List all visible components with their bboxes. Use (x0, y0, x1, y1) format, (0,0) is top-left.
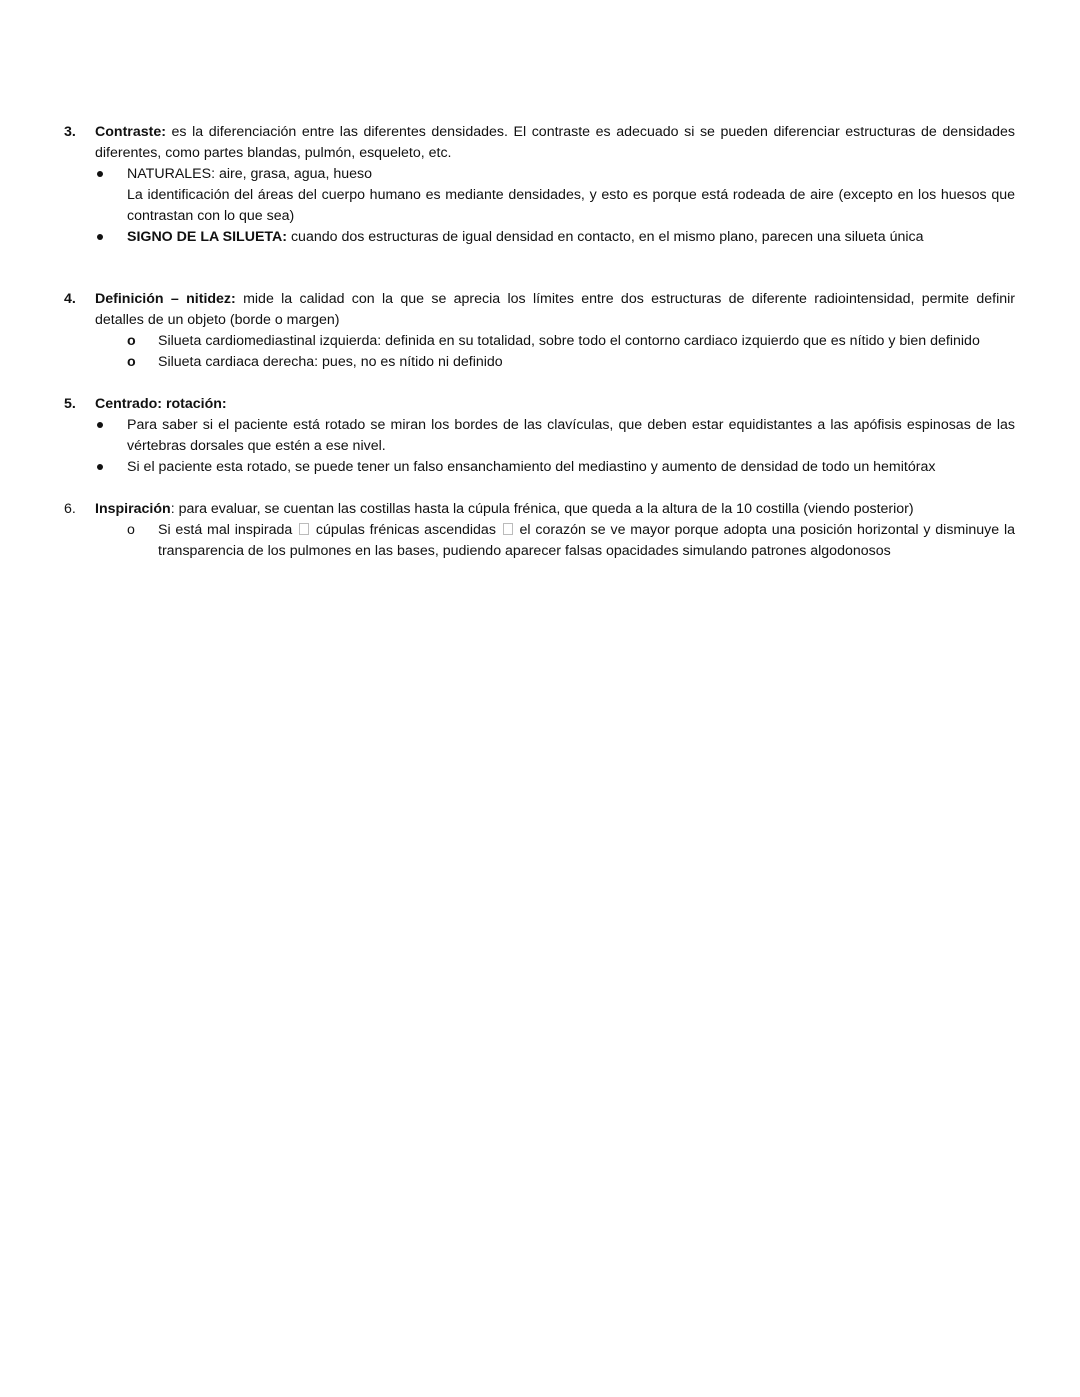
section-title: Centrado: rotación: (95, 396, 227, 412)
section-title: Contraste: (95, 124, 166, 140)
section-text: mide la calidad con la que se aprecia los límites entre dos estructuras de diferente radiointensidad, permite definir (235, 291, 1016, 307)
section-number: 4. (64, 291, 76, 307)
bullet-text: Silueta cardiaca derecha: pues, no es nítido ni definido (158, 354, 503, 370)
bullet-icon (97, 171, 103, 177)
bullet-icon (97, 464, 103, 470)
bullet-text-segment: Si está mal inspirada (158, 522, 298, 538)
section-number: 3. (64, 124, 76, 140)
section-paragraph-line (95, 289, 1015, 310)
arrow-placeholder-icon (299, 523, 309, 535)
section-paragraph-line (95, 122, 1015, 143)
bullet-text: Para saber si el paciente está rotado se miran los bordes de las clavículas, que deben estar equidistantes a las apófisis espinosas de las (127, 417, 1015, 433)
section-title: Definición – nitidez: (95, 291, 236, 307)
section-number: 6. (64, 501, 76, 517)
bullet-icon (97, 234, 103, 240)
section-paragraph-line (95, 499, 914, 520)
arrow-placeholder-icon (503, 523, 513, 535)
section-number: 5. (64, 396, 76, 412)
bullet-text: transparencia de los pulmones en las bases, pudiendo aparecer falsas opacidades simulando patrones algodonosos (158, 543, 891, 559)
bullet-text: contrastan con lo que sea) (127, 208, 295, 224)
circle-bullet-icon: o (127, 522, 135, 538)
bullet-body: cuando dos estructuras de igual densidad en contacto, en el mismo plano, parecen una silueta única (287, 229, 924, 245)
bullet-text: NATURALES: aire, grasa, agua, hueso (127, 166, 372, 182)
bullet-icon (97, 422, 103, 428)
bullet-title: SIGNO DE LA SILUETA: (127, 229, 288, 245)
section-paragraph-line: detalles de un objeto (borde o margen) (95, 312, 340, 328)
section-paragraph-line: diferentes, como partes blandas, pulmón, esqueleto, etc. (95, 145, 452, 161)
section-title: Inspiración (95, 501, 171, 517)
bullet-text: Silueta cardiomediastinal izquierda: definida en su totalidad, sobre todo el contorno cardiaco izquierdo que es nítido y bien definido (158, 333, 980, 349)
bullet-text-segment: el corazón se ve mayor porque adopta una posición horizontal y disminuye la (514, 522, 1016, 538)
circle-bullet-icon: o (127, 354, 136, 370)
section-text: : para evaluar, se cuentan las costillas hasta la cúpula frénica, que queda a la altura de la 10 costilla (viendo posterior) (170, 501, 914, 517)
circle-bullet-icon: o (127, 333, 136, 349)
bullet-text: vértebras dorsales que estén a ese nivel. (127, 438, 386, 454)
bullet-text (158, 520, 1015, 541)
bullet-text: La identificación del áreas del cuerpo humano es mediante densidades, y esto es porque está rodeada de aire (excepto en los huesos que (127, 187, 1015, 203)
bullet-text: Si el paciente esta rotado, se puede tener un falso ensanchamiento del mediastino y aumento de densidad de todo un hemitórax (127, 459, 936, 475)
section-text: es la diferenciación entre las diferentes densidades. El contraste es adecuado si se pueden diferenciar estructuras de densidades (165, 124, 1015, 140)
bullet-text-segment: cúpulas frénicas ascendidas (311, 522, 501, 538)
bullet-text (127, 227, 924, 248)
